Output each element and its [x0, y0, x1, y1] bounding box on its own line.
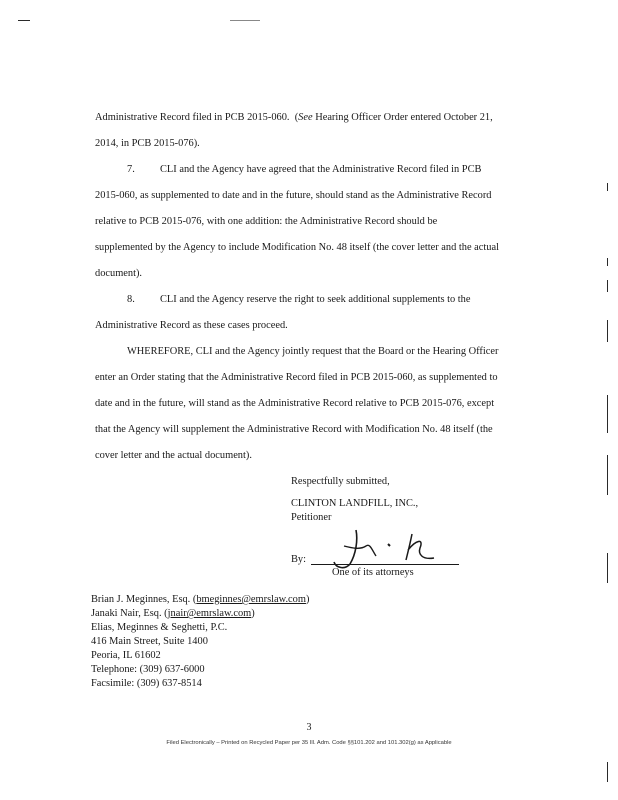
law-firm: Elias, Meginnes & Seghetti, P.C. [91, 622, 228, 633]
paragraph-8-line-2: Administrative Record as these cases proceed. [95, 320, 288, 331]
paragraph-7-line-5: document). [95, 268, 143, 279]
scan-mark [230, 20, 260, 21]
scan-mark [607, 762, 608, 782]
counsel-2: Janaki Nair, Esq. (jnair@emrslaw.com) [91, 608, 255, 619]
paragraph-7-line-3: relative to PCB 2015-076, with one addition: the Administrative Record should be [95, 216, 438, 227]
email-link-1[interactable]: bmeginnes@emrslaw.com [196, 594, 306, 605]
scan-mark [607, 455, 608, 495]
wherefore-line-1: WHEREFORE, CLI and the Agency jointly request that the Board or the Hearing Officer [127, 346, 499, 357]
scan-mark [607, 183, 608, 191]
paragraph-7-number: 7. [127, 164, 135, 175]
paragraph-8-number: 8. [127, 294, 135, 305]
facsimile: Facsimile: (309) 637-8514 [91, 678, 202, 689]
address-street: 416 Main Street, Suite 1400 [91, 636, 208, 647]
wherefore-line-3: date and in the future, will stand as the Administrative Record relative to PCB 2015-076, except [95, 398, 495, 409]
party-role: Petitioner [291, 512, 332, 523]
party-name: CLINTON LANDFILL, INC., [291, 498, 419, 509]
wherefore-line-2: enter an Order stating that the Administrative Record filed in PCB 2015-060, as supplemented to [95, 372, 498, 383]
signature-caption: One of its attorneys [332, 567, 414, 578]
scan-mark [607, 320, 608, 342]
by-label: By: [291, 554, 307, 565]
respectfully-submitted: Respectfully submitted, [291, 476, 390, 487]
counsel-1: Brian J. Meginnes, Esq. (bmeginnes@emrslaw.com) [91, 594, 310, 605]
wherefore-line-5: cover letter and the actual document). [95, 450, 252, 461]
email-link-2[interactable]: jnair@emrslaw.com [167, 608, 252, 619]
scan-mark [607, 280, 608, 292]
page-number: 3 [306, 722, 312, 733]
signature-line [311, 564, 459, 565]
paragraph-7-line-4: supplemented by the Agency to include Modification No. 48 itself (the cover letter and the actual [95, 242, 499, 253]
paragraph-7-line-2: 2015-060, as supplemented to date and in the future, should stand as the Administrative Record [95, 190, 492, 201]
scan-mark [607, 553, 608, 583]
filing-footer: Filed Electronically – Printed on Recycled Paper per 35 Ill. Adm. Code §§101.202 and 101.302(g) as Applicable [166, 740, 452, 746]
paragraph-8-line-1: CLI and the Agency reserve the right to seek additional supplements to the [160, 294, 471, 305]
telephone: Telephone: (309) 637-6000 [91, 664, 205, 675]
body-line-2: 2014, in PCB 2015-076). [95, 138, 200, 149]
address-city: Peoria, IL 61602 [91, 650, 161, 661]
scan-mark [18, 20, 30, 21]
wherefore-line-4: that the Agency will supplement the Administrative Record with Modification No. 48 itself (the [95, 424, 493, 435]
paragraph-7-line-1: CLI and the Agency have agreed that the Administrative Record filed in PCB [160, 164, 482, 175]
scan-mark [607, 395, 608, 433]
scan-mark [607, 258, 608, 266]
body-line-1: Administrative Record filed in PCB 2015-060. (See Hearing Officer Order entered October 21, [95, 112, 493, 123]
